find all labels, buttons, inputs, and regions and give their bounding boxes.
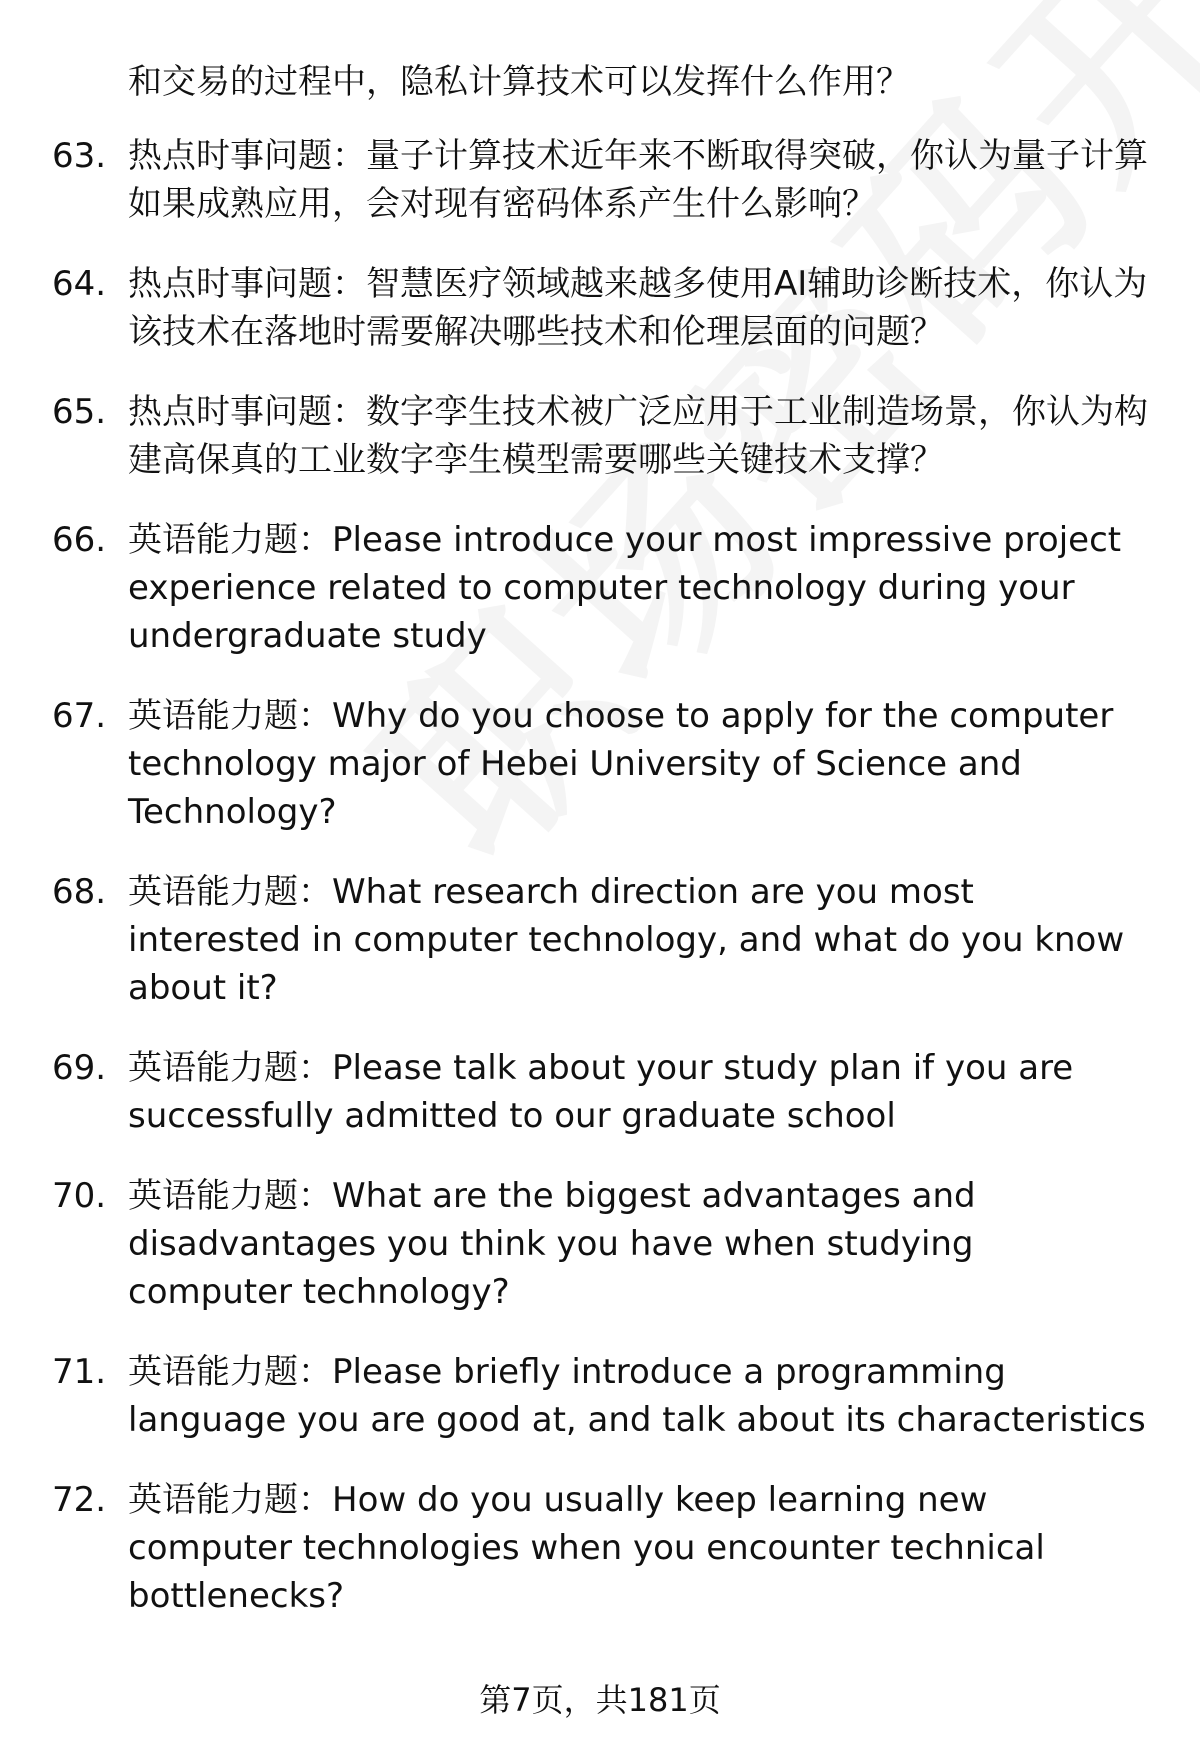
question-text: 热点时事问题：数字孪生技术被广泛应用于工业制造场景，你认为构建高保真的工业数字孪生模型需要哪些关键技术支撑？ bbox=[128, 392, 1148, 480]
question-item bbox=[0, 868, 1200, 1012]
question-item bbox=[0, 1044, 1200, 1140]
question-number: 65. bbox=[52, 392, 107, 432]
question-number: 70. bbox=[52, 1176, 107, 1216]
question-text: 英语能力题：Please talk about your study plan if you are successfully admitted to our graduate school bbox=[128, 1048, 1074, 1136]
question-item bbox=[0, 388, 1200, 484]
question-number: 64. bbox=[52, 264, 107, 304]
question-text: 英语能力题：Please briefly introduce a programming language you are good at, and talk about its characteristics bbox=[128, 1352, 1146, 1440]
question-item bbox=[0, 260, 1200, 356]
question-item bbox=[0, 1348, 1200, 1444]
question-number: 66. bbox=[52, 520, 107, 560]
question-text: 英语能力题：What research direction are you most interested in computer technology, and what do you know about it? bbox=[128, 872, 1125, 1008]
question-item bbox=[0, 1476, 1200, 1620]
question-number: 67. bbox=[52, 696, 107, 736]
question-text: 英语能力题：What are the biggest advantages and disadvantages you think you have when studying computer technology? bbox=[128, 1176, 976, 1312]
question-number: 63. bbox=[52, 136, 107, 176]
page-footer: 第7页，共181页 bbox=[479, 1681, 721, 1719]
question-text: 热点时事问题：智慧医疗领域越来越多使用AI辅助诊断技术，你认为该技术在落地时需要解决哪些技术和伦理层面的问题？ bbox=[128, 264, 1148, 352]
question-number: 72. bbox=[52, 1480, 107, 1520]
question-text: 热点时事问题：量子计算技术近年来不断取得突破，你认为量子计算如果成熟应用，会对现有密码体系产生什么影响？ bbox=[128, 136, 1148, 224]
continuation-text: 和交易的过程中，隐私计算技术可以发挥什么作用？ bbox=[128, 62, 910, 102]
question-item bbox=[0, 692, 1200, 836]
question-item bbox=[0, 516, 1200, 660]
question-item bbox=[0, 132, 1200, 228]
question-text: 英语能力题：Why do you choose to apply for the computer technology major of Hebei University of Science and Technology? bbox=[128, 696, 1114, 832]
question-item bbox=[0, 1172, 1200, 1316]
question-text: 英语能力题：How do you usually keep learning new computer technologies when you encounter technical bottlenecks? bbox=[128, 1480, 1045, 1616]
question-text: 英语能力题：Please introduce your most impressive project experience related to computer technology during your undergraduate study bbox=[128, 520, 1122, 656]
question-list bbox=[0, 132, 1200, 1652]
question-number: 69. bbox=[52, 1048, 107, 1088]
question-number: 68. bbox=[52, 872, 107, 912]
question-number: 71. bbox=[52, 1352, 107, 1392]
